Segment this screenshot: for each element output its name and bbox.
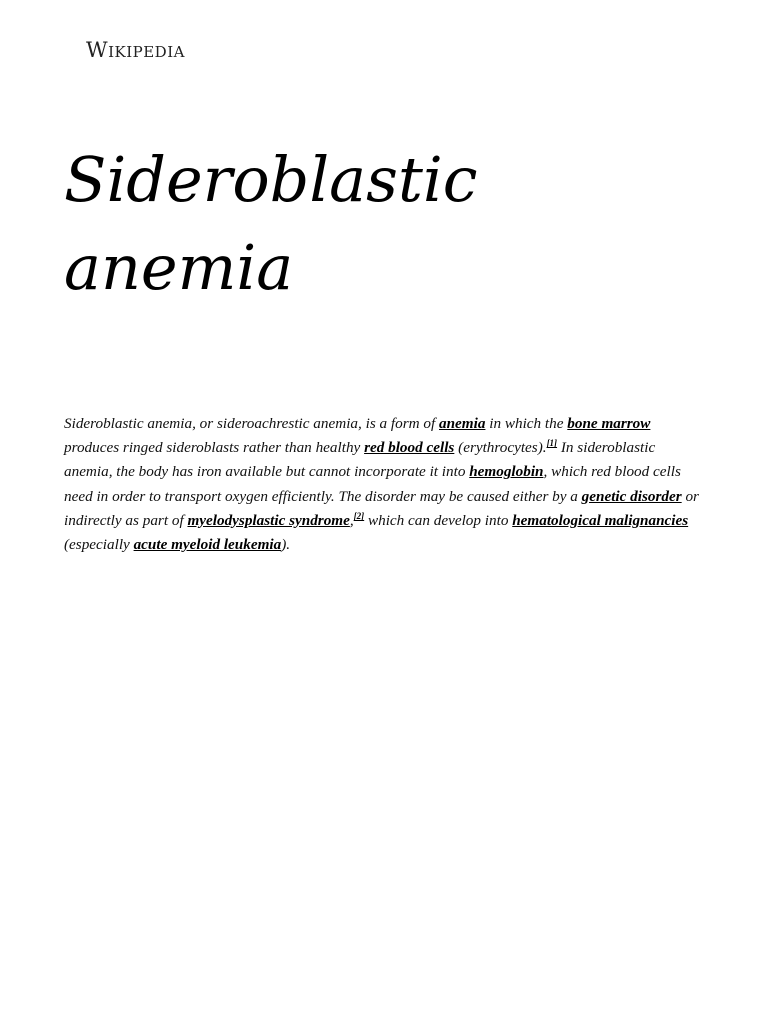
link-myelodysplastic-syndrome[interactable]: myelodysplastic syndrome	[187, 511, 350, 529]
intro-text: In sideroblastic anemia, the body has iron available but cannot incorporate it into	[64, 439, 656, 481]
intro-text: produces ringed sideroblasts rather than healthy	[64, 439, 365, 457]
link-anemia[interactable]: anemia	[439, 415, 486, 432]
intro-text: or indirectly as part of	[64, 487, 699, 529]
link-hematological-malignancies[interactable]: hematological malignancies	[512, 511, 689, 529]
intro-text: (erythrocytes).	[454, 439, 547, 457]
reference-2	[354, 511, 365, 521]
link-red-blood-cells[interactable]: red blood cells	[364, 439, 455, 457]
intro-text: (especially	[64, 536, 134, 554]
reference-2-link[interactable]: [2]	[353, 510, 365, 521]
page-title	[64, 136, 724, 312]
intro-text: which can develop into	[364, 511, 513, 529]
intro-text: , which red blood cells need in order to transport oxygen efficiently. The disorder may be caused either by a	[64, 463, 681, 505]
page-title-line-2: anemia	[64, 231, 294, 304]
intro-text: in which the	[485, 415, 568, 432]
intro-paragraph	[64, 412, 706, 557]
link-hemoglobin[interactable]: hemoglobin	[469, 463, 544, 481]
intro-text: ).	[281, 536, 291, 554]
reference-1	[547, 438, 558, 448]
link-genetic-disorder[interactable]: genetic disorder	[581, 487, 682, 505]
link-acute-myeloid-leukemia[interactable]: acute myeloid leukemia	[133, 536, 282, 554]
link-bone-marrow[interactable]: bone marrow	[567, 415, 651, 432]
wikipedia-wordmark[interactable]: Wikipedia	[86, 38, 185, 62]
intro-text: ,	[349, 511, 354, 529]
page-title-line-1: Sideroblastic	[64, 143, 478, 216]
intro-text: Sideroblastic anemia, or sideroachrestic anemia, is a form of	[64, 415, 440, 432]
reference-1-link[interactable]: [1]	[546, 438, 558, 449]
